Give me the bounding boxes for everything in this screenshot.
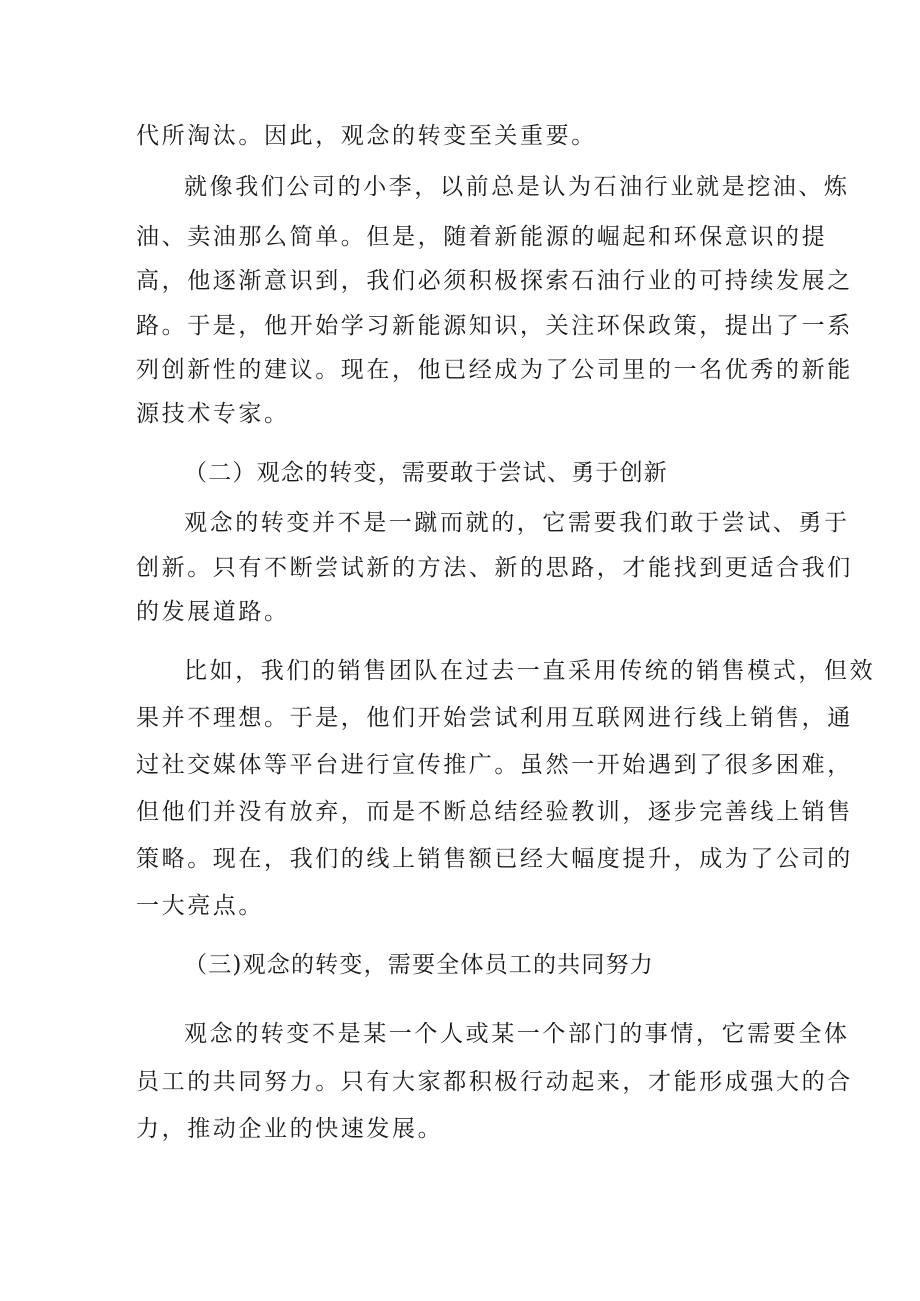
paragraph-line: 高，他逐渐意识到，我们必须积极探索石油行业的可持续发展之: [136, 268, 853, 294]
paragraph-line: 员工的共同努力。只有大家都积极行动起来，才能形成强大的合: [136, 1069, 853, 1095]
paragraph-line: 路。于是，他开始学习新能源知识，关注环保政策，提出了一系: [136, 313, 853, 339]
paragraph-line: 的发展道路。: [136, 599, 290, 625]
paragraph-line: 代所淘汰。因此，观念的转变至关重要。: [136, 123, 597, 149]
paragraph-line: 油、卖油那么简单。但是，随着新能源的崛起和环保意识的提: [136, 224, 828, 250]
paragraph-line: 就像我们公司的小李，以前总是认为石油行业就是挖油、炼: [184, 174, 850, 200]
section-heading-2: （二）观念的转变，需要敢于尝试、勇于创新: [184, 460, 668, 486]
paragraph-line: 创新。只有不断尝试新的方法、新的思路，才能找到更适合我们: [136, 555, 853, 581]
paragraph-line: 策略。现在，我们的线上销售额已经大幅度提升，成为了公司的: [136, 846, 853, 872]
paragraph-line: 源技术专家。: [136, 401, 290, 427]
paragraph-line: 观念的转变并不是一蹴而就的，它需要我们敢于尝试、勇于: [184, 510, 850, 536]
paragraph-line: 但他们并没有放弃，而是不断总结经验教训，逐步完善线上销售: [136, 799, 853, 825]
paragraph-line: 列创新性的建议。现在，他已经成为了公司里的一名优秀的新能: [136, 357, 853, 383]
paragraph-line: 过社交媒体等平台进行宣传推广。虽然一开始遇到了很多困难，: [136, 752, 853, 778]
paragraph-line: 力，推动企业的快速发展。: [136, 1116, 444, 1142]
section-heading-3: （三)观念的转变，需要全体员工的共同努力: [184, 952, 654, 978]
paragraph-line: 观念的转变不是某一个人或某一个部门的事情，它需要全体: [184, 1021, 850, 1047]
paragraph-line: 果并不理想。于是，他们开始尝试利用互联网进行线上销售，通: [136, 705, 853, 731]
paragraph-line: 比如，我们的销售团队在过去一直采用传统的销售模式，但效: [184, 658, 876, 684]
paragraph-line: 一大亮点。: [136, 893, 264, 919]
